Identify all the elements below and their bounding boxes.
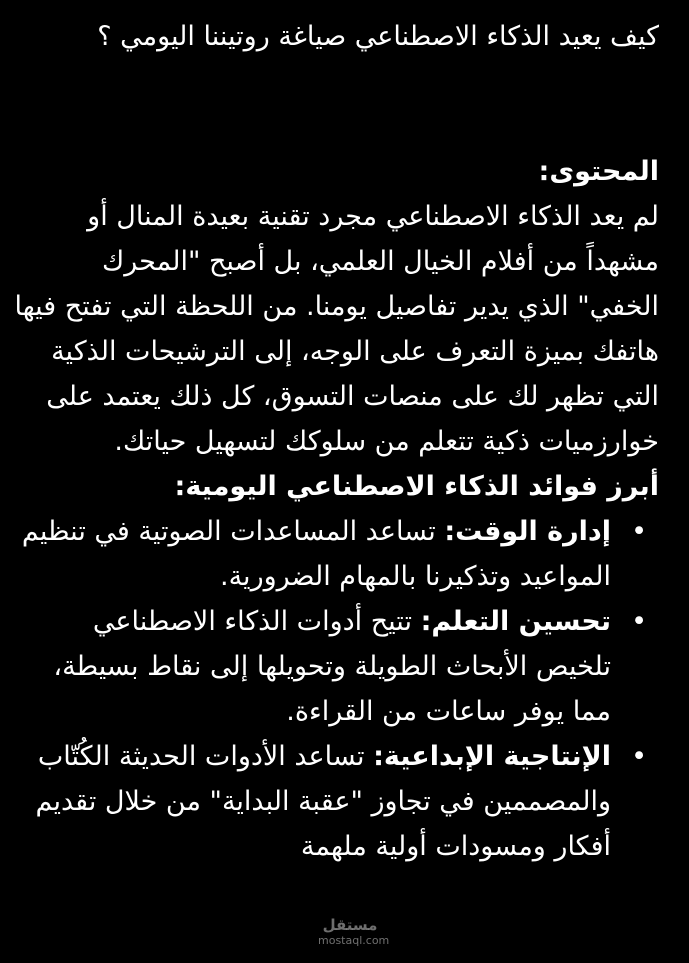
list-item-text: تساعد الأدوات الحديثة الكُتّاب والمصممين في تجاوز "عقبة البداية" من خلال تقديم أفكار ومسودات أولية ملهمة: [35, 741, 611, 862]
blank-space: [14, 59, 659, 149]
benefits-list: [14, 509, 659, 869]
content-paragraph: لم يعد الذكاء الاصطناعي مجرد تقنية بعيدة المنال أو مشهداً من أفلام الخيال العلمي، بل أصبح "المحرك الخفي" الذي يدير تفاصيل يومنا. من اللحظة التي تفتح فيها هاتفك بميزة التعرف على الوجه، إلى الترشيحات الذكية التي تظهر لك على منصات التسوق، كل ذلك يعتمد على خوارزميات ذكية تتعلم من سلوكك لتسهيل حياتك.: [14, 201, 659, 457]
list-item: [14, 509, 647, 599]
watermark-text: mostaql.com: [318, 934, 390, 947]
list-item: [14, 734, 647, 869]
bullet-icon: •: [631, 516, 647, 547]
list-item-label: تحسين التعلم:: [420, 606, 611, 637]
list-item-text: تتيح أدوات الذكاء الاصطناعي تلخيص الأبحاث الطويلة وتحويلها إلى نقاط بسيطة، مما يوفر ساعات من القراءة.: [53, 606, 611, 727]
article-title: كيف يعيد الذكاء الاصطناعي صياغة روتيننا اليومي ؟: [97, 21, 659, 52]
list-item-label: إدارة الوقت:: [444, 516, 611, 547]
content-heading: المحتوى:: [538, 156, 659, 187]
list-item-label: الإنتاجية الإبداعية:: [373, 741, 611, 772]
watermark-logo: مستقل: [322, 916, 378, 934]
bullet-icon: •: [631, 606, 647, 637]
bullet-icon: •: [631, 741, 647, 772]
mostaql-watermark: [318, 916, 390, 956]
benefits-heading: أبرز فوائد الذكاء الاصطناعي اليومية:: [174, 471, 659, 502]
list-item-text: تساعد المساعدات الصوتية في تنظيم المواعيد وتذكيرنا بالمهام الضرورية.: [21, 516, 611, 592]
list-item: [14, 599, 647, 734]
